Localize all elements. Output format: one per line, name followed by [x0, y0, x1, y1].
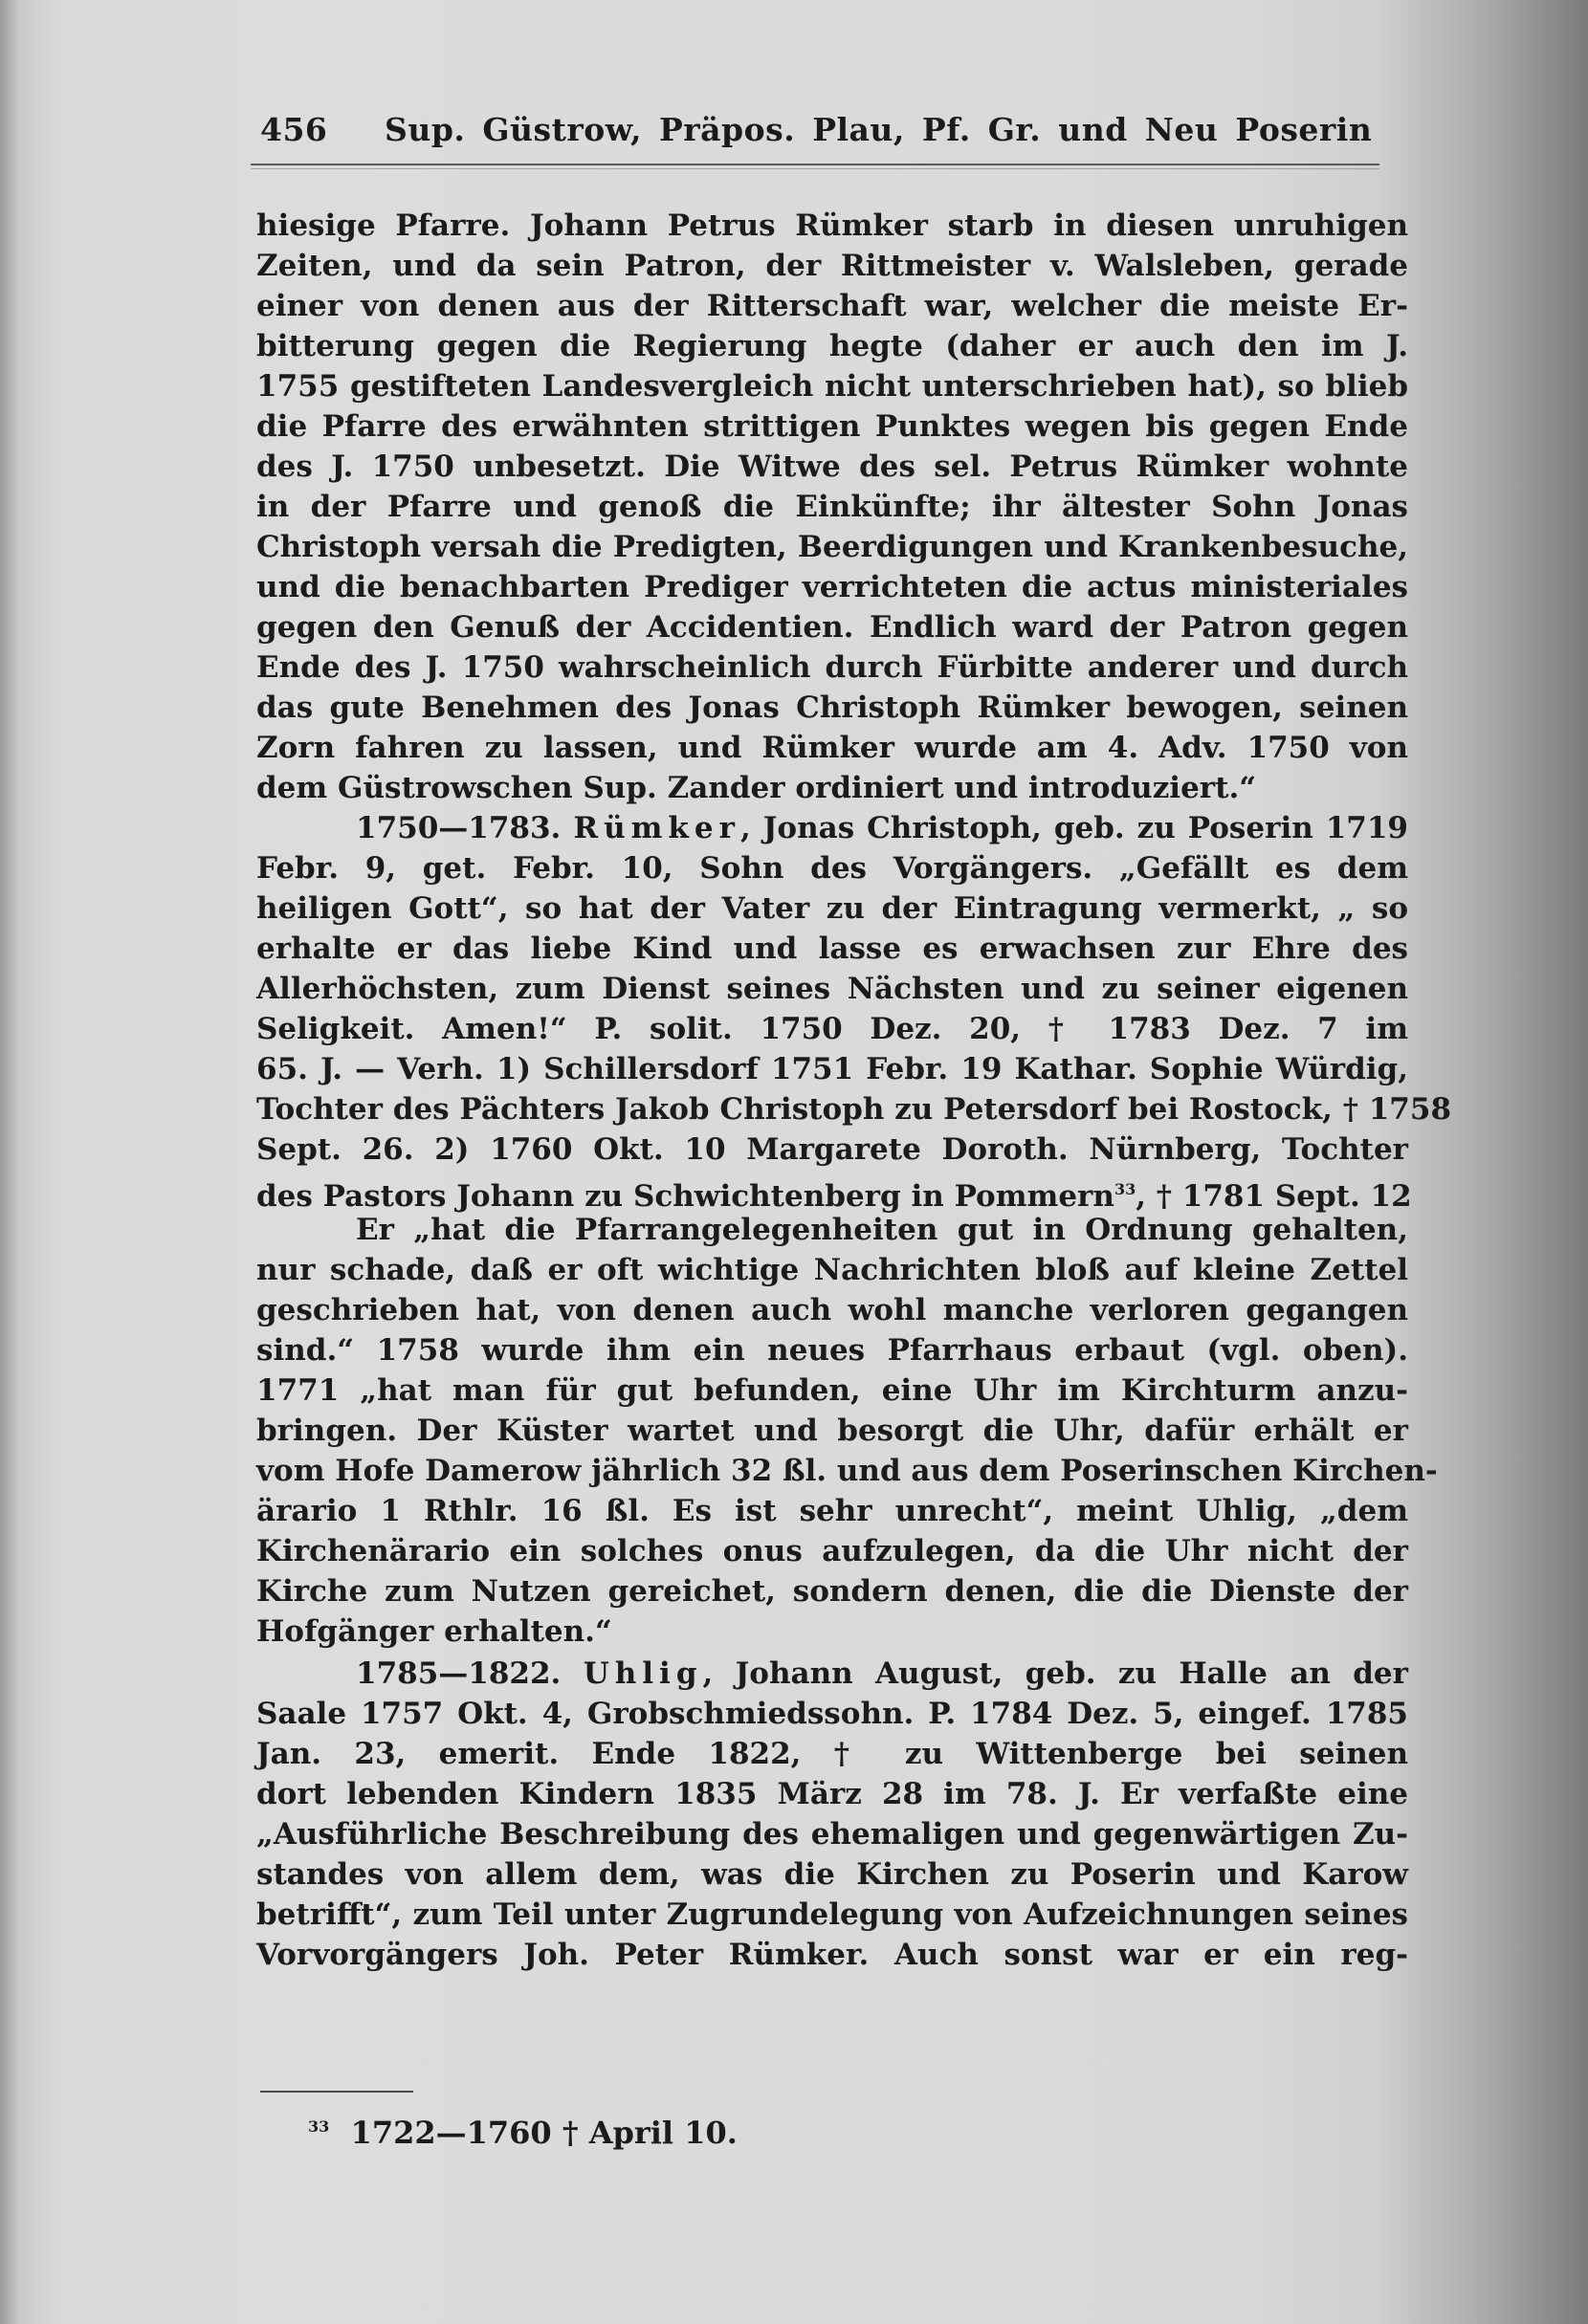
text-line: Febr. 9, get. Febr. 10, Sohn des Vorgängers. „Gefällt es dem — [256, 851, 1408, 886]
text-line: erhalte er das liebe Kind und lasse es erwachsen zur Ehre des — [256, 932, 1408, 966]
header-rule-secondary — [251, 168, 1379, 169]
text-line: Ende des J. 1750 wahrscheinlich durch Fürbitte anderer und durch — [256, 650, 1408, 685]
text-line: in der Pfarre und genoß die Einkünfte; ihr ältester Sohn Jonas — [256, 490, 1408, 524]
text-line: des J. 1750 unbesetzt. Die Witwe des sel. Petrus Rümker wohnte — [256, 449, 1408, 484]
text-span: des Pastors Johann zu Schwichtenberg in Pommern — [256, 1179, 1114, 1214]
text-line: Seligkeit. Amen!“ P. solit. 1750 Dez. 20, † 1783 Dez. 7 im — [256, 1012, 1408, 1046]
text-line: Zorn fahren zu lassen, und Rümker wurde am 4. Adv. 1750 von — [256, 731, 1408, 765]
text-line: hiesige Pfarre. Johann Petrus Rümker starb in diesen unruhigen — [256, 208, 1408, 243]
text-line: Christoph versah die Predigten, Beerdigungen und Krankenbesuche, — [256, 530, 1408, 564]
text-span: , † 1781 Sept. 12 — [1136, 1179, 1412, 1214]
text-line: 65. J. — Verh. 1) Schillersdorf 1751 Febr. 19 Kathar. Sophie Würdig, — [256, 1052, 1408, 1086]
running-title: Sup. Güstrow, Präpos. Plau, Pf. Gr. und Neu Poserin — [385, 111, 1373, 148]
text-line: die Pfarre des erwähnten strittigen Punktes wegen bis gegen Ende — [256, 409, 1408, 444]
text-line: Saale 1757 Okt. 4, Grobschmiedssohn. P. 1784 Dez. 5, eingef. 1785 — [256, 1697, 1408, 1731]
text-line: bitterung gegen die Regierung hegte (daher er auch den im J. — [256, 329, 1408, 363]
text-line: nur schade, daß er oft wichtige Nachrichten bloß auf kleine Zettel — [256, 1253, 1408, 1287]
running-head — [260, 111, 1373, 153]
text-line: bringen. Der Küster wartet und besorgt die Uhr, dafür erhält er — [256, 1414, 1408, 1448]
text-line: und die benachbarten Prediger verrichteten die actus ministeriales — [256, 570, 1408, 604]
footnote-reference[interactable]: 33 — [1114, 1180, 1136, 1198]
entry-dates: 1750—1783. — [356, 811, 562, 845]
footnote — [308, 2108, 738, 2152]
entry-name: Uhlig — [583, 1656, 703, 1691]
text-line: 1771 „hat man für gut befunden, eine Uhr im Kirchturm anzu- — [256, 1373, 1408, 1408]
text-line: standes von allem dem, was die Kirchen zu Poserin und Karow — [256, 1857, 1408, 1892]
text-line-with-footnote-ref — [256, 1171, 1412, 1214]
text-line: Kirchenärario ein solches onus aufzulegen, da die Uhr nicht der — [256, 1534, 1408, 1568]
text-line: dem Güstrowschen Sup. Zander ordiniert und introduziert.“ — [256, 771, 1257, 805]
text-line: Zeiten, und da sein Patron, der Rittmeister v. Walsleben, gerade — [256, 249, 1408, 283]
text-line: dort lebenden Kindern 1835 März 28 im 78. J. Er verfaßte eine — [256, 1777, 1408, 1811]
text-line: Er „hat die Pfarrangelegenheiten gut in Ordnung gehalten, — [356, 1213, 1408, 1247]
text-line: ärario 1 Rthlr. 16 ßl. Es ist sehr unrecht“, meint Uhlig, „dem — [256, 1494, 1408, 1528]
header-rule — [251, 164, 1379, 165]
text-line: geschrieben hat, von denen auch wohl manche verloren gegangen — [256, 1293, 1408, 1327]
text-line: das gute Benehmen des Jonas Christoph Rümker bewogen, seinen — [256, 691, 1408, 725]
footnote-rule — [260, 2091, 413, 2093]
text-line: sind.“ 1758 wurde ihm ein neues Pfarrhaus erbaut (vgl. oben). — [256, 1333, 1408, 1368]
text-line: betrifft“, zum Teil unter Zugrundelegung von Aufzeichnungen seines — [256, 1897, 1408, 1932]
text-line: einer von denen aus der Ritterschaft war, welcher die meiste Er- — [256, 289, 1408, 323]
page-number: 456 — [260, 111, 328, 148]
text-line: Tochter des Pächters Jakob Christoph zu Petersdorf bei Rostock, † 1758 — [256, 1092, 1452, 1127]
text-line: Sept. 26. 2) 1760 Okt. 10 Margarete Doroth. Nürnberg, Tochter — [256, 1132, 1408, 1167]
footnote-marker: 33 — [308, 2117, 330, 2136]
entry-heading-uhlig — [356, 1655, 1408, 1693]
entry-name: Rümker — [573, 811, 740, 845]
footnote-text: 1722—1760 † April 10. — [350, 2115, 738, 2151]
entry-dates: 1785—1822. — [356, 1656, 562, 1691]
text-line: heiligen Gott“, so hat der Vater zu der Eintragung vermerkt, „ so — [256, 891, 1408, 926]
text-line: gegen den Genuß der Accidentien. Endlich ward der Patron gegen — [256, 610, 1408, 645]
text-line: Vorvorgängers Joh. Peter Rümker. Auch sonst war er ein reg- — [256, 1938, 1408, 1972]
text-line: „Ausführliche Beschreibung des ehemaligen und gegenwärtigen Zu- — [256, 1817, 1408, 1852]
text-line: vom Hofe Damerow jährlich 32 ßl. und aus dem Poserinschen Kirchen- — [256, 1454, 1438, 1488]
entry-details: , Johann August, geb. zu Halle an der — [702, 1656, 1408, 1691]
text-line: Hofgänger erhalten.“ — [256, 1614, 612, 1649]
entry-heading-ruemker — [356, 809, 1408, 847]
text-line: Kirche zum Nutzen gereichet, sondern denen, die die Dienste der — [256, 1574, 1408, 1609]
text-line: 1755 gestifteten Landesvergleich nicht unterschrieben hat), so blieb — [256, 369, 1408, 404]
text-line: Jan. 23, emerit. Ende 1822, † zu Wittenberge bei seinen — [256, 1737, 1408, 1771]
text-line: Allerhöchsten, zum Dienst seines Nächsten und zu seiner eigenen — [256, 972, 1408, 1006]
entry-details: , Jonas Christoph, geb. zu Poserin 1719 — [739, 811, 1408, 845]
